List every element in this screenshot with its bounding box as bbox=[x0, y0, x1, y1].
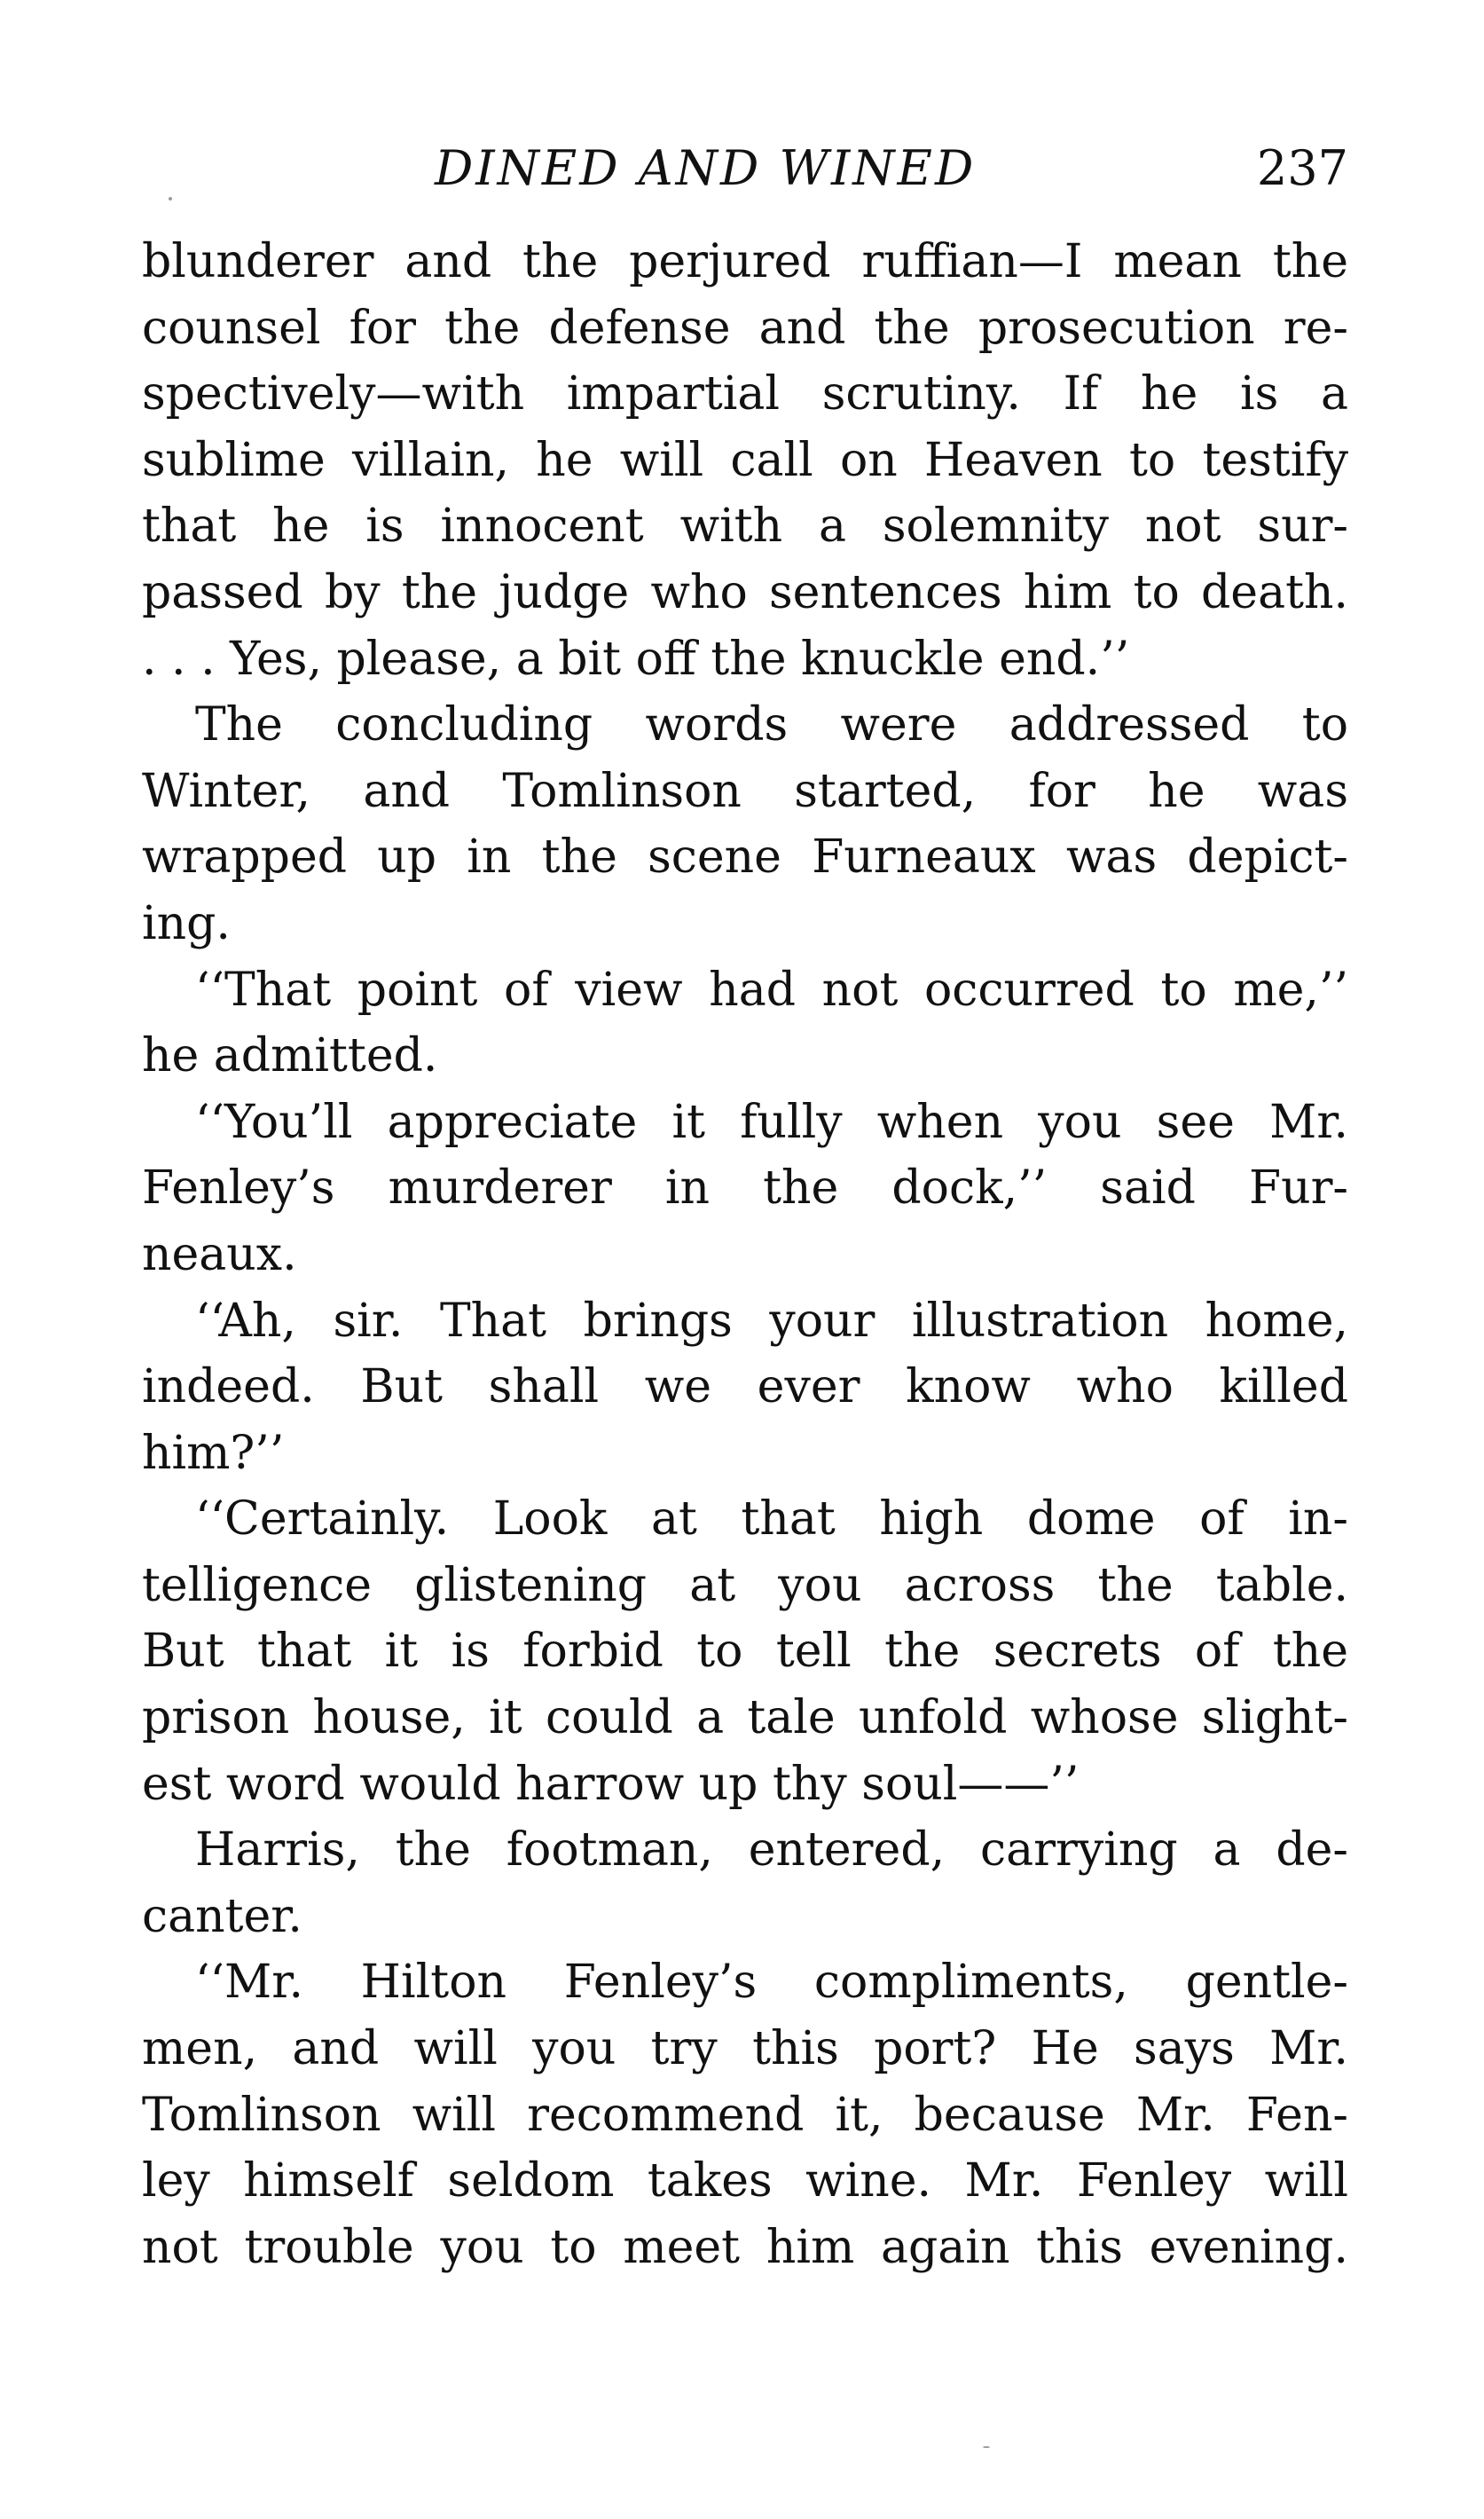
text-line: est word would harrow up thy soul——’’ bbox=[142, 1757, 1080, 1811]
text-line: blunderer and the perjured ruffian—I mean the bbox=[142, 235, 1348, 288]
text-line: ‘‘You’ll appreciate it fully when you see Mr. bbox=[195, 1095, 1348, 1149]
text-line: neaux. bbox=[142, 1227, 297, 1281]
text-line: that he is innocent with a solemnity not sur- bbox=[142, 500, 1348, 554]
text-line: Harris, the footman, entered, carrying a de- bbox=[195, 1823, 1348, 1877]
text-line: canter. bbox=[142, 1889, 302, 1943]
text-line: indeed. But shall we ever know who killed bbox=[142, 1360, 1348, 1414]
text-line: spectively—with impartial scrutiny. If he is a bbox=[142, 367, 1348, 421]
running-head bbox=[142, 133, 1348, 204]
text-line: The concluding words were addressed to bbox=[195, 698, 1348, 752]
chapter-title: DINED AND WINED bbox=[435, 140, 977, 196]
text-line: ing. bbox=[142, 896, 231, 950]
text-line: ‘‘Certainly. Look at that high dome of in- bbox=[195, 1492, 1348, 1547]
text-line: Fenley’s murderer in the dock,’’ said Fur- bbox=[142, 1161, 1348, 1216]
text-line: . . . Yes, please, a bit off the knuckle end.’’ bbox=[142, 632, 1130, 686]
scan-speck bbox=[169, 197, 172, 201]
text-line: But that it is forbid to tell the secrets of the bbox=[142, 1625, 1348, 1679]
text-line: passed by the judge who sentences him to death. bbox=[142, 565, 1348, 619]
text-line: him?’’ bbox=[142, 1426, 285, 1480]
text-line: Winter, and Tomlinson started, for he was bbox=[142, 764, 1348, 818]
scan-speck bbox=[983, 2446, 990, 2448]
text-line: prison house, it could a tale unfold whose slight- bbox=[142, 1691, 1348, 1745]
text-line: ley himself seldom takes wine. Mr. Fenley will bbox=[142, 2154, 1348, 2208]
text-line: sublime villain, he will call on Heaven to testify bbox=[142, 433, 1348, 487]
text-line: wrapped up in the scene Furneaux was depict- bbox=[142, 830, 1348, 885]
page-number: 237 bbox=[1256, 140, 1348, 196]
text-line: ‘‘Mr. Hilton Fenley’s compliments, gentle- bbox=[195, 1956, 1348, 2010]
text-line: counsel for the defense and the prosecution re- bbox=[142, 301, 1348, 355]
text-line: ‘‘Ah, sir. That brings your illustration home, bbox=[195, 1294, 1348, 1348]
text-line: ‘‘That point of view had not occurred to me,’’ bbox=[195, 963, 1348, 1017]
text-line: not trouble you to meet him again this evening. bbox=[142, 2220, 1348, 2274]
text-line: Tomlinson will recommend it, because Mr. Fen- bbox=[142, 2088, 1348, 2142]
text-line: telligence glistening at you across the table. bbox=[142, 1558, 1348, 1612]
body-text bbox=[142, 229, 1348, 2280]
text-line: men, and will you try this port? He says Mr. bbox=[142, 2022, 1348, 2076]
text-line: he admitted. bbox=[142, 1029, 438, 1083]
